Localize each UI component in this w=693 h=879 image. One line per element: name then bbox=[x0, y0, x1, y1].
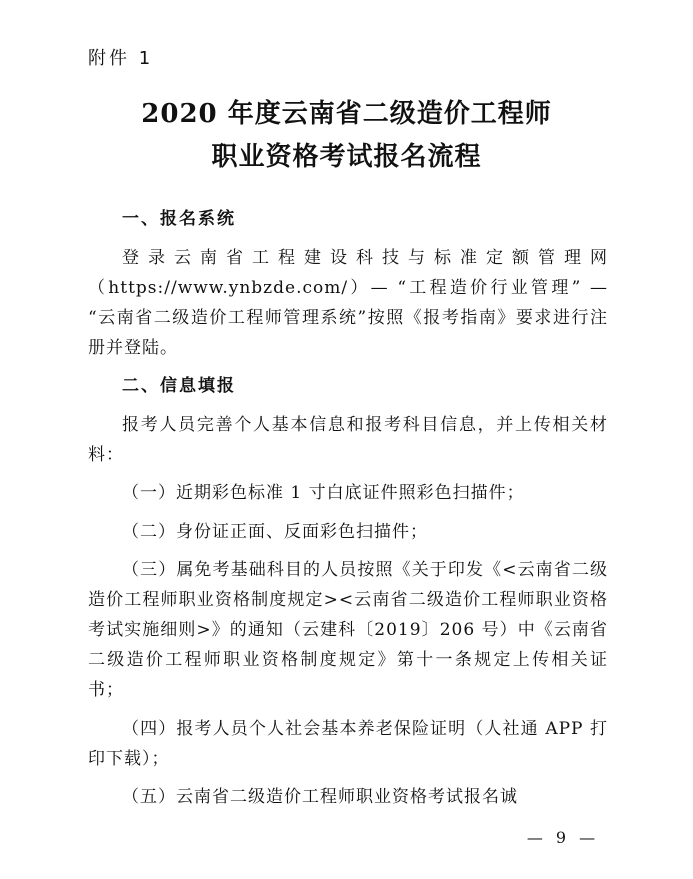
paragraph-upload-intro: 报考人员完善个人基本信息和报考科目信息，并上传相关材料： bbox=[88, 414, 608, 465]
document-title-line-1: 2020 年度云南省二级造价工程师 bbox=[141, 99, 552, 129]
attachment-label: 附件 1 bbox=[88, 48, 154, 69]
list-item-pension-proof: （四）报考人员个人社会基本养老保险证明（人社通 APP 打印下载）； bbox=[88, 718, 608, 769]
section-heading-registration-system: 一、报名系统 bbox=[122, 209, 236, 229]
document-title-line-2: 职业资格考试报名流程 bbox=[211, 142, 482, 172]
page-number: — 9 — bbox=[526, 828, 600, 847]
list-item-exemption-certificate: （三）属免考基础科目的人员按照《关于印发《<云南省二级造价工程师职业资格制度规定><云南省二级造价工程师职业资格考试实施细则>》的通知（云建科〔2019〕206 号）中《云南省二级造价工程师职业资格制度规定》第十一条规定上传相关证书； bbox=[88, 560, 608, 700]
list-item-integrity-commitment: （五）云南省二级造价工程师职业资格考试报名诚 bbox=[122, 787, 518, 807]
list-item-id-card: （二）身份证正面、反面彩色扫描件； bbox=[122, 521, 428, 542]
paragraph-login-instructions: 登录云南省工程建设科技与标准定额管理网（https://www.ynbzde.com/）— “工程造价行业管理” — “云南省二级造价工程师管理系统”按照《报考指南》要求进行注册并登陆。 bbox=[88, 247, 608, 358]
section-heading-information-entry: 二、信息填报 bbox=[122, 376, 236, 396]
document-body bbox=[88, 204, 608, 821]
list-item-photo: （一）近期彩色标准 1 寸白底证件照彩色扫描件； bbox=[122, 483, 525, 503]
